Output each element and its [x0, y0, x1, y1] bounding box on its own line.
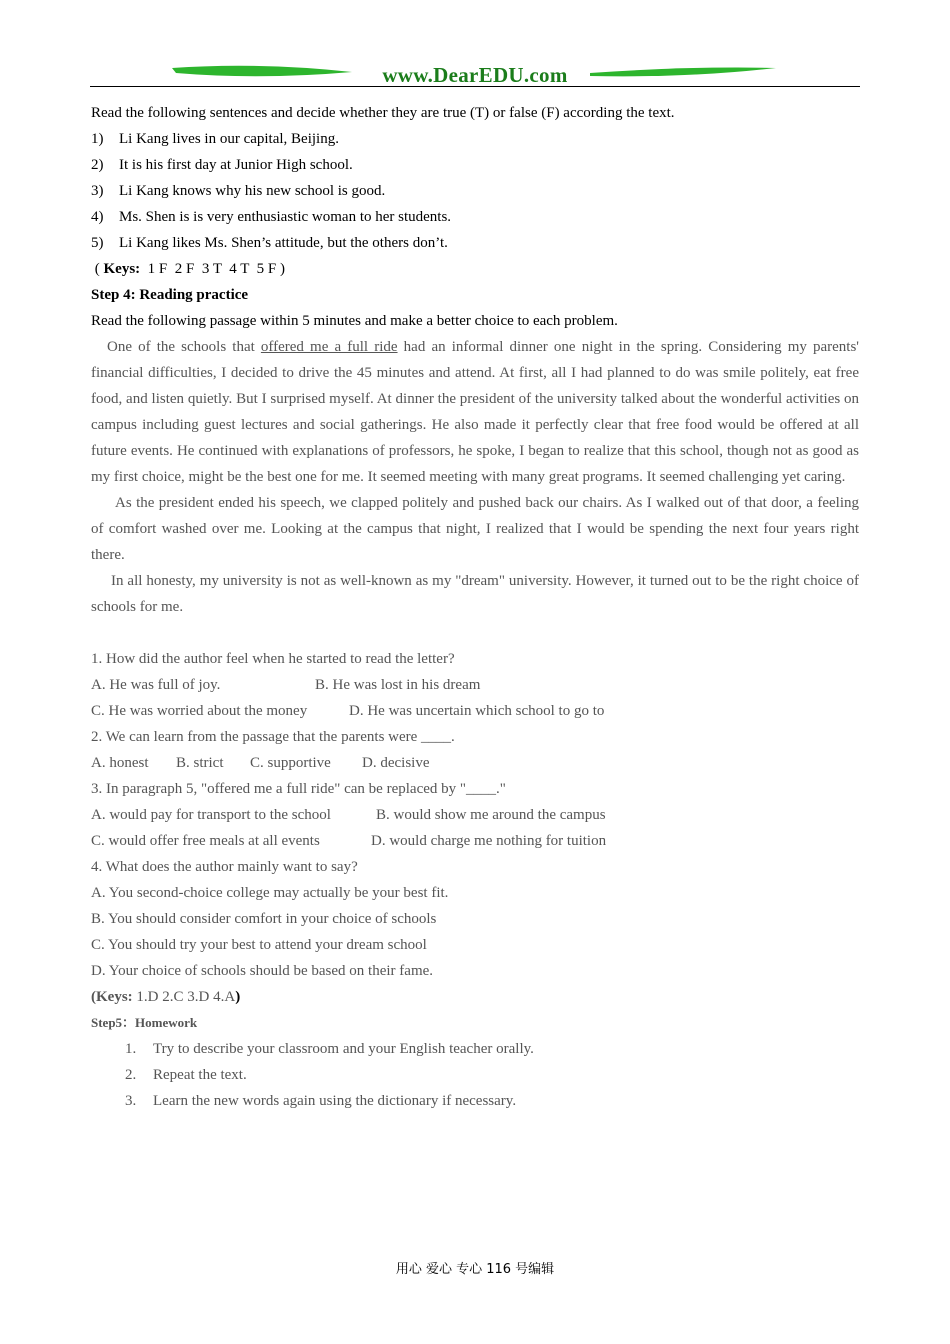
option-b: B. He was lost in his dream [315, 677, 481, 693]
header-rule [90, 86, 860, 87]
tf-item [91, 126, 859, 152]
question-2: 2. We can learn from the passage that the parents were ____. [91, 729, 455, 745]
passage-paragraph-3: In all honesty, my university is not as well-known as my "dream" university. However, it turned out to be the right choice of schools for me. [91, 573, 859, 615]
question-4-option-d: D. Your choice of schools should be based on their fame. [91, 963, 434, 979]
page-footer: 用心 爱心 专心 116 号编辑 [395, 1262, 555, 1277]
homework-text: Try to describe your classroom and your English teacher orally. [153, 1041, 534, 1057]
tf-item-text: Ms. Shen is is very enthusiastic woman to her students. [119, 209, 452, 225]
tf-item-number: 1) [91, 131, 104, 147]
tf-item-text: Li Kang lives in our capital, Beijing. [119, 131, 339, 147]
option-c: C. supportive [250, 755, 331, 771]
tf-item-number: 2) [91, 157, 104, 173]
tf-item [91, 204, 859, 230]
underlined-phrase: offered me a full ride [260, 339, 398, 355]
step4-title: Step 4: Reading practice [91, 287, 249, 303]
tf-item-text: Li Kang knows why his new school is good. [119, 183, 386, 199]
homework-text: Repeat the text. [153, 1067, 247, 1083]
keys-value: 1.D 2.C 3.D 4.A [132, 989, 236, 1005]
question-3-options-ab [91, 802, 859, 828]
homework-item [91, 1062, 859, 1088]
option-d: D. He was uncertain which school to go to [349, 703, 605, 719]
tf-answer-keys: ( Keys: 1 F 2 F 3 T 4 T 5 F ) [91, 261, 285, 277]
question-4-option-b: B. You should consider comfort in your choice of schools [91, 911, 437, 927]
step4-instruction: Read the following passage within 5 minutes and make a better choice to each problem. [91, 313, 618, 329]
passage-paragraph-2: As the president ended his speech, we clapped politely and pushed back our chairs. As I walked out of that door, a feeling of comfort washed over me. Looking at the campus that night, I realized that I would be spending the next four years right there. [91, 495, 859, 563]
option-a: A. He was full of joy. [91, 677, 221, 693]
tf-item-text: It is his first day at Junior High school. [119, 157, 353, 173]
homework-number: 1. [125, 1041, 137, 1057]
step5-title: Step5：Homework [91, 1015, 198, 1030]
homework-text: Learn the new words again using the dictionary if necessary. [153, 1093, 517, 1109]
option-d: D. would charge me nothing for tuition [371, 833, 607, 849]
option-b: B. strict [176, 755, 224, 771]
question-4-option-a: A. You second-choice college may actually be your best fit. [91, 885, 449, 901]
question-2-options [91, 750, 859, 776]
homework-number: 2. [125, 1067, 137, 1083]
tf-item [91, 230, 859, 256]
homework-number: 3. [125, 1093, 137, 1109]
option-c: C. would offer free meals at all events [91, 833, 320, 849]
site-logo: www.DearEDU.com [382, 63, 568, 87]
passage-paragraph-1: One of the schools that offered me a full ride had an informal dinner one night in the spring. Considering my parents' financial difficulties, I decided to drive the 45 minutes and attend. At first, all I had planned to do was smile politely, eat free food, and listen quietly. But I surprised myself. At dinner the president of the university talked about the wonderful activities on campus including guest lectures and social gatherings. He also made it perfectly clear that free food would be offered at all future events. He continued with explanations of professors, he spoke, I began to realize that this school, though not as good as my first choice, might be the best one for me. It seemed meeting with many great programs. It seemed challenging yet caring. [91, 339, 859, 485]
option-a: A. would pay for transport to the school [91, 807, 331, 823]
mc-answer-keys: (Keys: 1.D 2.C 3.D 4.A) [91, 989, 241, 1005]
option-a: A. honest [91, 755, 149, 771]
tf-instruction: Read the following sentences and decide whether they are true (T) or false (F) according the text. [91, 105, 675, 121]
option-c: C. He was worried about the money [91, 703, 308, 719]
question-1: 1. How did the author feel when he started to read the letter? [91, 651, 455, 667]
tf-item-number: 5) [91, 235, 104, 251]
tf-item-text: Li Kang likes Ms. Shen’s attitude, but the others don’t. [119, 235, 448, 251]
question-3-options-cd [91, 828, 859, 854]
keys-label: Keys: [103, 261, 141, 277]
tf-item-number: 4) [91, 209, 104, 225]
tf-item [91, 152, 859, 178]
homework-item [91, 1088, 859, 1114]
question-1-options-ab [91, 672, 859, 698]
question-3: 3. In paragraph 5, "offered me a full ride" can be replaced by "____." [91, 781, 506, 797]
question-1-options-cd [91, 698, 859, 724]
document-body [91, 100, 859, 1114]
question-4-option-c: C. You should try your best to attend your dream school [91, 937, 427, 953]
question-4: 4. What does the author mainly want to say? [91, 859, 358, 875]
tf-item-number: 3) [91, 183, 104, 199]
keys-label: Keys: [96, 989, 133, 1005]
option-b: B. would show me around the campus [376, 807, 606, 823]
spacer [91, 620, 859, 646]
option-d: D. decisive [362, 755, 430, 771]
homework-item [91, 1036, 859, 1062]
keys-value: 1 F 2 F 3 T 4 T 5 F ) [140, 261, 285, 277]
tf-item [91, 178, 859, 204]
